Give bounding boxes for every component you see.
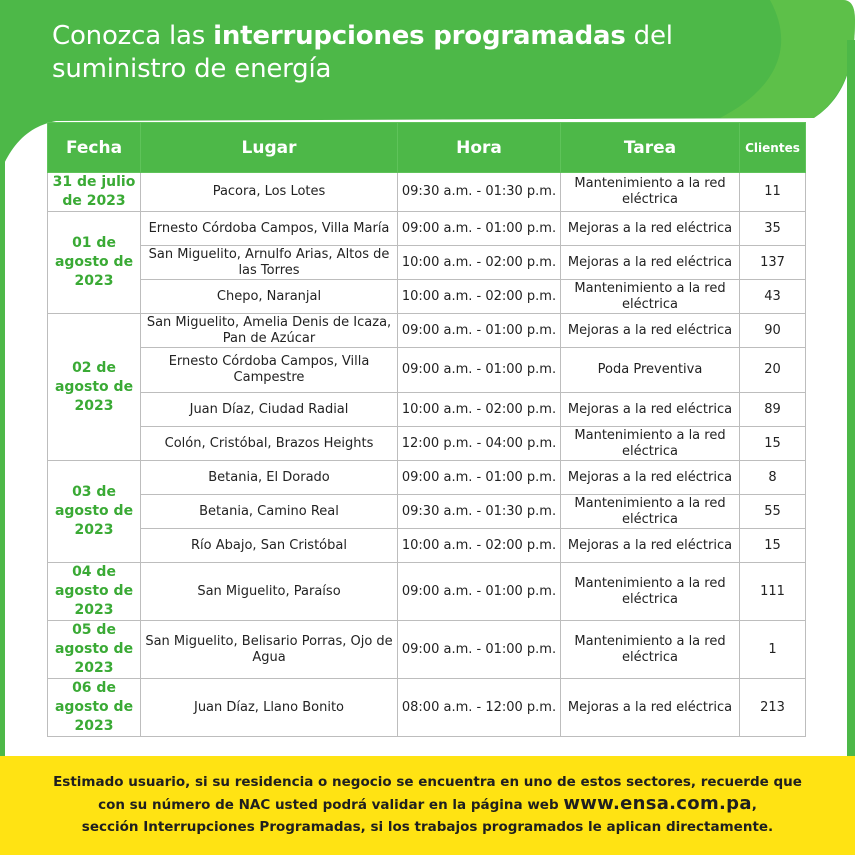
table-row: [48, 427, 806, 461]
date-cell: 05 de agosto de 2023: [48, 621, 141, 679]
task-cell: Mejoras a la red eléctrica: [561, 314, 740, 348]
place-cell: Juan Díaz, Ciudad Radial: [141, 393, 398, 427]
clients-cell: 111: [740, 563, 806, 621]
table-row: [48, 173, 806, 212]
task-cell: Mejoras a la red eléctrica: [561, 212, 740, 246]
website-link[interactable]: www.ensa.com.pa: [563, 793, 752, 814]
footer-line-2-suffix: ,: [751, 797, 757, 813]
table-row: [48, 461, 806, 495]
footer-text: [40, 771, 815, 838]
time-cell: 09:00 a.m. - 01:00 p.m.: [398, 621, 561, 679]
place-cell: San Miguelito, Belisario Porras, Ojo de Agua: [141, 621, 398, 679]
table-header-row: [48, 123, 806, 173]
table-row: [48, 348, 806, 393]
column-header-hora: Hora: [398, 123, 561, 173]
table-row: [48, 212, 806, 246]
time-cell: 09:00 a.m. - 01:00 p.m.: [398, 212, 561, 246]
clients-cell: 8: [740, 461, 806, 495]
column-header-fecha: Fecha: [48, 123, 141, 173]
place-cell: San Miguelito, Arnulfo Arias, Altos de las Torres: [141, 246, 398, 280]
place-cell: Ernesto Córdoba Campos, Villa María: [141, 212, 398, 246]
date-cell: 02 de agosto de 2023: [48, 314, 141, 461]
table-body: [48, 173, 806, 737]
place-cell: Betania, El Dorado: [141, 461, 398, 495]
task-cell: Poda Preventiva: [561, 348, 740, 393]
clients-cell: 15: [740, 529, 806, 563]
schedule-table: [47, 122, 806, 737]
clients-cell: 89: [740, 393, 806, 427]
time-cell: 08:00 a.m. - 12:00 p.m.: [398, 679, 561, 737]
place-cell: Río Abajo, San Cristóbal: [141, 529, 398, 563]
date-cell: 31 de julio de 2023: [48, 173, 141, 212]
clients-cell: 15: [740, 427, 806, 461]
date-cell: 03 de agosto de 2023: [48, 461, 141, 563]
place-cell: Colón, Cristóbal, Brazos Heights: [141, 427, 398, 461]
clients-cell: 11: [740, 173, 806, 212]
table-row: [48, 246, 806, 280]
task-cell: Mantenimiento a la red eléctrica: [561, 563, 740, 621]
date-cell: 06 de agosto de 2023: [48, 679, 141, 737]
clients-cell: 137: [740, 246, 806, 280]
clients-cell: 213: [740, 679, 806, 737]
place-cell: Betania, Camino Real: [141, 495, 398, 529]
task-cell: Mejoras a la red eléctrica: [561, 529, 740, 563]
footer-line-3: sección Interrupciones Programadas, si los trabajos programados le aplican directamente.: [81, 819, 774, 835]
place-cell: Chepo, Naranjal: [141, 280, 398, 314]
time-cell: 09:00 a.m. - 01:00 p.m.: [398, 348, 561, 393]
task-cell: Mantenimiento a la red eléctrica: [561, 495, 740, 529]
schedule-table-wrap: [47, 122, 805, 737]
table-row: [48, 679, 806, 737]
task-cell: Mantenimiento a la red eléctrica: [561, 621, 740, 679]
column-header-clientes: Clientes: [740, 123, 806, 173]
place-cell: San Miguelito, Amelia Denis de Icaza, Pan de Azúcar: [141, 314, 398, 348]
place-cell: Pacora, Los Lotes: [141, 173, 398, 212]
clients-cell: 55: [740, 495, 806, 529]
table-row: [48, 529, 806, 563]
task-cell: Mantenimiento a la red eléctrica: [561, 173, 740, 212]
time-cell: 12:00 p.m. - 04:00 p.m.: [398, 427, 561, 461]
task-cell: Mejoras a la red eléctrica: [561, 246, 740, 280]
time-cell: 10:00 a.m. - 02:00 p.m.: [398, 280, 561, 314]
right-border: [847, 40, 855, 756]
time-cell: 10:00 a.m. - 02:00 p.m.: [398, 393, 561, 427]
page-title: Conozca las interrupciones programadas del suministro de energía: [52, 21, 673, 84]
table-row: [48, 393, 806, 427]
clients-cell: 20: [740, 348, 806, 393]
left-border: [0, 110, 5, 756]
clients-cell: 43: [740, 280, 806, 314]
table-row: [48, 280, 806, 314]
footer-notice: [0, 756, 855, 855]
table-row: [48, 621, 806, 679]
table-row: [48, 563, 806, 621]
date-cell: 04 de agosto de 2023: [48, 563, 141, 621]
task-cell: Mejoras a la red eléctrica: [561, 679, 740, 737]
time-cell: 10:00 a.m. - 02:00 p.m.: [398, 246, 561, 280]
task-cell: Mejoras a la red eléctrica: [561, 393, 740, 427]
column-header-tarea: Tarea: [561, 123, 740, 173]
time-cell: 09:30 a.m. - 01:30 p.m.: [398, 173, 561, 212]
column-header-lugar: Lugar: [141, 123, 398, 173]
clients-cell: 90: [740, 314, 806, 348]
place-cell: San Miguelito, Paraíso: [141, 563, 398, 621]
clients-cell: 35: [740, 212, 806, 246]
footer-line-2-prefix: con su número de NAC usted podrá validar en la página web: [98, 797, 564, 813]
time-cell: 09:00 a.m. - 01:00 p.m.: [398, 314, 561, 348]
footer-line-1: Estimado usuario, si su residencia o negocio se encuentra en uno de estos sectores, recuerde que: [53, 774, 802, 790]
place-cell: Juan Díaz, Llano Bonito: [141, 679, 398, 737]
task-cell: Mejoras a la red eléctrica: [561, 461, 740, 495]
task-cell: Mantenimiento a la red eléctrica: [561, 280, 740, 314]
time-cell: 10:00 a.m. - 02:00 p.m.: [398, 529, 561, 563]
time-cell: 09:00 a.m. - 01:00 p.m.: [398, 461, 561, 495]
task-cell: Mantenimiento a la red eléctrica: [561, 427, 740, 461]
time-cell: 09:30 a.m. - 01:30 p.m.: [398, 495, 561, 529]
date-cell: 01 de agosto de 2023: [48, 212, 141, 314]
time-cell: 09:00 a.m. - 01:00 p.m.: [398, 563, 561, 621]
table-row: [48, 314, 806, 348]
clients-cell: 1: [740, 621, 806, 679]
table-row: [48, 495, 806, 529]
place-cell: Ernesto Córdoba Campos, Villa Campestre: [141, 348, 398, 393]
